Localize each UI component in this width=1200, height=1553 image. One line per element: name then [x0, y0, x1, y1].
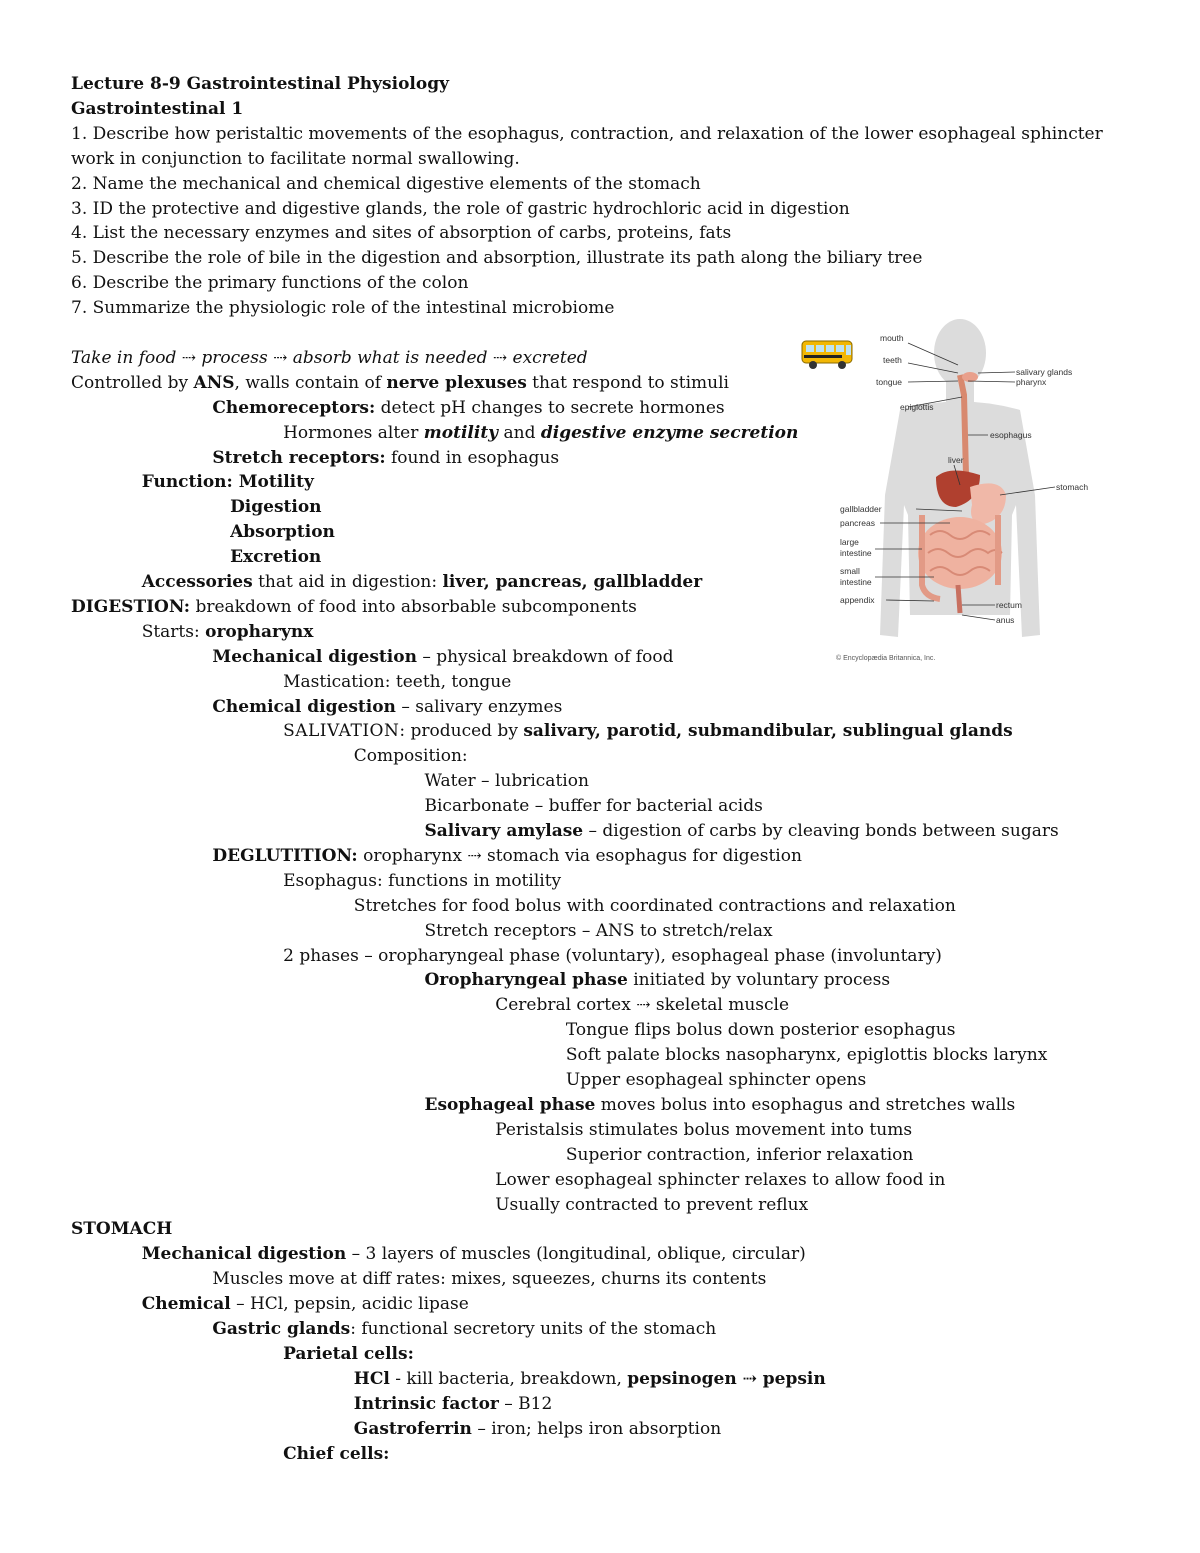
label-tongue: tongue — [876, 377, 902, 387]
text-line — [354, 1367, 826, 1392]
text-line — [283, 869, 561, 894]
text-line — [212, 1317, 716, 1342]
text-line — [71, 595, 637, 620]
text-segment: – digestion of carbs by cleaving bonds between sugars — [583, 821, 1059, 841]
text-line — [71, 147, 520, 172]
text-line — [71, 296, 614, 321]
label-salivary-glands: salivary glands — [1016, 367, 1073, 377]
text-segment: Stretch receptors: — [212, 447, 386, 468]
text-segment: Tongue flips bolus down posterior esophagus — [565, 1020, 956, 1041]
text-segment: 2. Name the mechanical and chemical digestive elements of the stomach — [71, 173, 701, 194]
text-segment: Absorption — [230, 522, 335, 543]
text-segment: Digestion — [230, 497, 322, 518]
text-line — [283, 944, 942, 969]
text-segment: – HCl, pepsin, acidic lipase — [230, 1294, 469, 1315]
text-segment: Starts: — [141, 621, 206, 642]
text-line — [71, 221, 731, 246]
text-segment: – salivary enzymes — [395, 696, 563, 717]
label-rectum: rectum — [996, 600, 1022, 610]
text-segment: Bicarbonate – buffer for bacterial acids — [424, 796, 763, 817]
text-line — [142, 1292, 469, 1317]
text-segment: 5. Describe the role of bile in the digestion and absorption, illustrate its path along the biliary tree — [71, 248, 923, 269]
label-esophagus: esophagus — [990, 430, 1032, 440]
text-segment: Chemical digestion — [212, 696, 396, 717]
text-line — [212, 645, 673, 670]
text-line — [495, 1168, 945, 1193]
text-segment: 3. ID the protective and digestive glands, the role of gastric hydrochloric acid in digestion — [71, 198, 850, 219]
text-line — [212, 396, 724, 421]
text-segment: Function: Motility — [141, 472, 314, 493]
text-segment: and — [498, 422, 541, 443]
text-line — [71, 271, 468, 296]
label-large: large — [840, 537, 859, 547]
text-segment: pepsinogen ⇢ pepsin — [627, 1368, 826, 1389]
text-segment: Hormones alter — [283, 422, 424, 443]
label-stomach: stomach — [1056, 482, 1089, 492]
text-line — [71, 1217, 172, 1242]
text-segment: Take in food ⇢ process ⇢ absorb what is needed ⇢ excreted — [71, 347, 588, 368]
text-line — [495, 1193, 808, 1218]
text-line — [495, 993, 789, 1018]
text-line — [354, 1392, 553, 1417]
label-pharynx: pharynx — [1016, 377, 1047, 387]
text-line — [354, 894, 956, 919]
text-line — [71, 172, 701, 197]
text-segment: Stretches for food bolus with coordinated contractions and relaxation — [353, 895, 956, 916]
text-segment: motility — [423, 422, 499, 443]
text-segment: Esophageal phase — [424, 1094, 596, 1115]
text-line — [354, 744, 468, 769]
text-segment: Gastric glands — [212, 1319, 351, 1339]
label-liver: liver — [948, 455, 964, 465]
text-line — [425, 968, 891, 993]
text-segment: 1. Describe how peristaltic movements of the esophagus, contraction, and relaxation of the lower esophageal sphincter — [71, 123, 1103, 144]
label-epiglottis: epiglottis — [900, 402, 934, 412]
text-segment: Esophagus: functions in motility — [283, 870, 562, 891]
text-line — [142, 1242, 806, 1267]
text-line — [283, 1342, 414, 1367]
text-line — [566, 1018, 956, 1043]
text-line — [283, 670, 511, 695]
text-line — [283, 719, 1013, 744]
text-segment: work in conjunction to facilitate normal swallowing. — [71, 148, 520, 169]
text-segment: STOMACH — [71, 1219, 173, 1240]
text-segment: Chief cells: — [283, 1443, 390, 1464]
text-line — [566, 1043, 1047, 1068]
text-line — [212, 844, 802, 869]
label-intestine-small: intestine — [840, 577, 872, 587]
text-segment: Water – lubrication — [424, 771, 589, 792]
text-segment: Mastication: teeth, tongue — [283, 671, 512, 692]
text-segment: that respond to stimuli — [526, 372, 729, 393]
text-segment: Lower esophageal sphincter relaxes to allow food in — [495, 1169, 946, 1190]
text-line — [495, 1118, 912, 1143]
label-anus: anus — [996, 615, 1015, 625]
text-line — [230, 495, 321, 520]
text-segment: Superior contraction, inferior relaxation — [565, 1144, 914, 1165]
label-appendix: appendix — [840, 595, 875, 605]
text-line — [230, 545, 321, 570]
text-segment: Composition: — [353, 746, 468, 767]
text-line — [71, 246, 922, 271]
label-small: small — [840, 566, 860, 576]
text-line — [71, 346, 588, 371]
text-segment: breakdown of food into absorbable subcomponents — [190, 596, 637, 617]
text-segment: digestive enzyme secretion — [540, 422, 799, 443]
text-segment: Excretion — [230, 547, 322, 568]
text-segment: – iron; helps iron absorption — [471, 1418, 722, 1439]
text-segment: Muscles move at diff rates: mixes, squeezes, churns its contents — [212, 1269, 767, 1290]
text-segment: nerve plexuses — [386, 372, 527, 393]
text-segment: detect pH changes to secrete hormones — [375, 397, 725, 418]
text-segment: Intrinsic factor — [353, 1393, 499, 1414]
text-segment: HCl — [353, 1368, 390, 1389]
text-segment: Oropharyngeal phase — [424, 970, 628, 991]
text-segment: 7. Summarize the physiologic role of the intestinal microbiome — [71, 298, 615, 319]
text-segment: – physical breakdown of food — [416, 646, 674, 667]
text-segment: – B12 — [498, 1393, 553, 1414]
text-line — [425, 769, 589, 794]
figure-credit: © Encyclopædia Britannica, Inc. — [836, 655, 936, 662]
text-line — [425, 819, 1059, 844]
text-segment: , walls contain of — [234, 372, 387, 393]
text-segment: Gastrointestinal 1 — [71, 98, 244, 119]
text-segment: Mechanical digestion — [212, 646, 417, 667]
text-line — [425, 794, 763, 819]
text-segment: Gastroferrin — [353, 1418, 472, 1439]
text-segment: Salivary amylase — [424, 821, 584, 841]
text-segment: Chemoreceptors: — [212, 397, 376, 418]
text-segment: : functional secretory units of the stomach — [350, 1319, 717, 1339]
text-segment: oropharynx ⇢ stomach via esophagus for digestion — [357, 845, 802, 866]
text-line — [71, 72, 449, 97]
text-segment: Usually contracted to prevent reflux — [495, 1194, 809, 1215]
text-line — [566, 1143, 913, 1168]
text-segment: Cerebral cortex ⇢ skeletal muscle — [495, 995, 790, 1016]
text-line — [283, 421, 798, 446]
text-line — [230, 520, 335, 545]
label-pancreas: pancreas — [840, 518, 875, 528]
text-segment: Soft palate blocks nasopharynx, epiglottis blocks larynx — [565, 1045, 1048, 1066]
text-line — [142, 570, 702, 595]
text-line — [354, 1417, 721, 1442]
text-segment: Chemical — [141, 1294, 231, 1315]
text-line — [212, 1267, 766, 1292]
text-segment: DEGLUTITION: — [212, 845, 358, 866]
text-segment: liver, pancreas, gallbladder — [442, 572, 703, 592]
text-segment: - kill bacteria, breakdown, — [389, 1368, 628, 1389]
text-segment: 6. Describe the primary functions of the colon — [71, 273, 469, 294]
text-segment: found in esophagus — [385, 447, 560, 468]
text-segment: : produced by — [399, 721, 524, 742]
text-segment: Lecture 8-9 Gastrointestinal Physiology — [71, 74, 449, 94]
text-line — [425, 919, 773, 944]
label-intestine-large: intestine — [840, 548, 872, 558]
text-segment: Controlled by — [71, 372, 194, 393]
text-line — [283, 1442, 389, 1467]
text-segment: oropharynx — [205, 621, 314, 642]
label-gallbladder: gallbladder — [840, 504, 882, 514]
text-segment: initiated by voluntary process — [627, 970, 891, 991]
text-line — [71, 122, 1103, 147]
text-line — [142, 620, 314, 645]
text-segment: Stretch receptors – ANS to stretch/relax — [424, 920, 773, 941]
text-segment: ANS — [193, 372, 235, 393]
text-segment: Mechanical digestion — [141, 1244, 347, 1265]
text-segment: Peristalsis stimulates bolus movement into tums — [495, 1119, 913, 1140]
label-teeth: teeth — [883, 355, 902, 365]
text-segment: DIGESTION: — [71, 596, 191, 617]
text-line — [142, 470, 314, 495]
text-line — [71, 197, 850, 222]
text-segment: Accessories — [141, 572, 253, 592]
text-segment: moves bolus into esophagus and stretches walls — [595, 1094, 1016, 1115]
text-segment: SALIVATION — [283, 721, 400, 742]
text-line — [566, 1068, 866, 1093]
digestive-system-illustration — [830, 315, 1090, 665]
text-line — [212, 695, 562, 720]
text-segment: – 3 layers of muscles (longitudinal, oblique, circular) — [346, 1244, 806, 1265]
text-segment: 2 phases – oropharyngeal phase (voluntary), esophageal phase (involuntary) — [283, 945, 942, 966]
text-segment: 4. List the necessary enzymes and sites of absorption of carbs, proteins, fats — [71, 223, 732, 244]
text-line — [71, 97, 243, 122]
text-line — [425, 1093, 1016, 1118]
text-segment: Upper esophageal sphincter opens — [565, 1070, 867, 1090]
text-segment: salivary, parotid, submandibular, sublingual glands — [523, 721, 1013, 742]
text-line — [212, 446, 559, 471]
text-line — [71, 371, 729, 396]
text-segment: Parietal cells: — [283, 1343, 414, 1364]
text-segment: that aid in digestion: — [252, 572, 443, 592]
label-mouth: mouth — [880, 333, 904, 343]
